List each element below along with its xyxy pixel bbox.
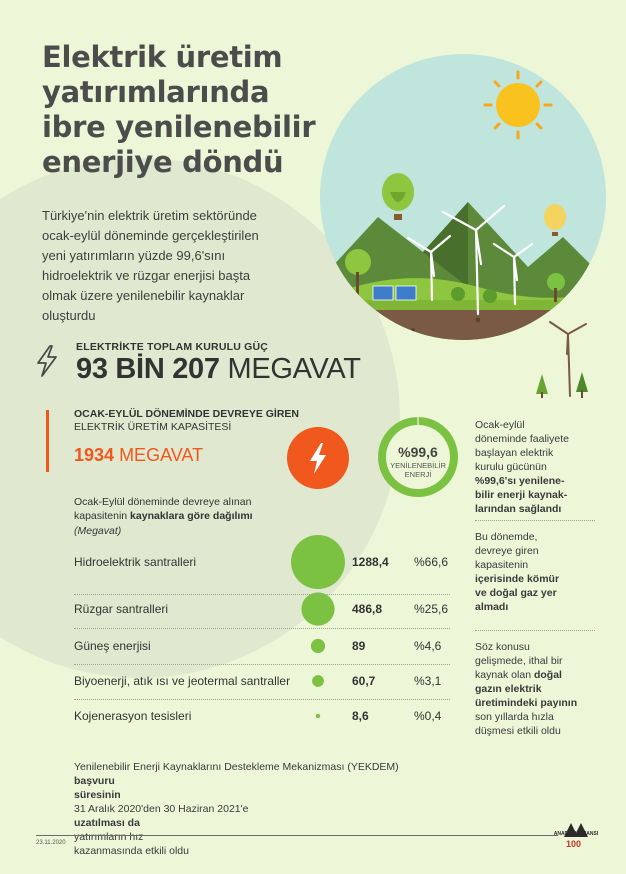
side-note-bold: doğal (533, 669, 562, 681)
title-line: ibre yenilenebilir (42, 110, 316, 144)
period-capacity-number: 1934 (74, 445, 115, 465)
renewable-label-line: YENİLENEBİLİR (390, 461, 446, 470)
category-label: Hidroelektrik santralleri (74, 555, 197, 569)
side-note-line: kapasitenin (475, 559, 529, 571)
side-note-line: kurulu gücünün (475, 461, 547, 473)
side-note-line: bilir enerji kaynak- (475, 489, 568, 501)
category-label: Güneş enerjisi (74, 639, 151, 653)
side-note-line: gelişmede, ithal bir (475, 655, 563, 667)
value-label: 89 (352, 639, 366, 653)
side-note (475, 640, 600, 738)
category-label: Kojenerasyon tesisleri (74, 709, 192, 723)
bubble-mark (301, 592, 334, 625)
distribution-unit: (Megavat) (74, 525, 122, 537)
value-label: 486,8 (352, 602, 383, 616)
row-divider (74, 594, 450, 595)
side-note-line: Bu dönemde, (475, 531, 538, 543)
bubble-mark (316, 714, 320, 718)
title-line: Elektrik üretim (42, 40, 283, 74)
row-divider (74, 664, 450, 665)
intro-line: yeni yatırımların yüzde 99,6'sını (42, 248, 226, 263)
period-capacity-unit: MEGAVAT (119, 445, 204, 465)
footer-text: yatırımların hız (74, 831, 144, 843)
renewable-share-value: %99,6 (398, 444, 438, 460)
row-divider (74, 699, 450, 700)
bubble-mark (311, 639, 325, 653)
intro-line: ocak-eylül döneminde gerçekleştirilen (42, 228, 259, 243)
wind-turbine-icon (530, 312, 600, 402)
bubble-mark (291, 535, 345, 589)
distribution-intro-line2: kapasitenin (74, 510, 131, 522)
side-note-line: içerisinde kömür (475, 573, 560, 585)
side-note-divider (475, 630, 595, 631)
intro-line: oluşturdu (42, 308, 96, 323)
side-note-line: ve doğal gaz yer (475, 587, 557, 599)
side-note-line: son yıllarda hızla (475, 711, 554, 723)
title-line: yatırımlarında (42, 75, 270, 109)
value-label: 8,6 (352, 709, 369, 723)
total-capacity-unit: MEGAVAT (227, 353, 361, 385)
side-note-divider (475, 520, 595, 521)
bottom-divider (36, 835, 558, 836)
intro-line: Türkiye'nin elektrik üretim sektöründe (42, 208, 257, 223)
side-note-line: larından sağlandı (475, 503, 562, 515)
category-label: Rüzgar santralleri (74, 602, 169, 616)
footer-note (74, 760, 474, 858)
period-label-bold: OCAK-EYLÜL DÖNEMİNDE DEVREYE GİREN (74, 408, 299, 420)
agency-logo-year: 100 (566, 839, 582, 849)
side-note-line: gazın elektrik (475, 683, 542, 695)
agency-logo-text: ANADOLU AJANSI (553, 831, 599, 837)
share-label: %4,6 (414, 639, 442, 653)
distribution-intro-line1: Ocak-Eylül döneminde devreye alınan (74, 496, 252, 508)
side-note-line: başlayan elektrik (475, 447, 554, 459)
value-label: 1288,4 (352, 555, 389, 569)
period-label-regular: ELEKTRİK ÜRETİM KAPASİTESİ (74, 421, 232, 433)
footer-bold: süresinin (74, 789, 121, 801)
share-label: %25,6 (414, 602, 449, 616)
distribution-intro-bold: kaynaklara göre dağılımı (130, 510, 253, 522)
footer-bold: uzatılması da (74, 817, 140, 829)
side-note-line: Ocak-eylül (475, 419, 525, 431)
side-note (475, 530, 600, 614)
row-divider (74, 628, 450, 629)
value-label: 60,7 (352, 674, 376, 688)
side-note-line: kaynak olan doğal (475, 669, 562, 681)
category-label: Biyoenerji, atık ısı ve jeotermal santraller (74, 674, 291, 688)
bubble-mark (312, 675, 324, 687)
title-line: enerjiye döndü (42, 145, 284, 179)
footer-bold: başvuru (74, 775, 115, 787)
side-note-line: almadı (475, 601, 509, 613)
footer-line (74, 760, 474, 788)
intro-line: olmak üzere yenilenebilir kaynaklar (42, 288, 245, 303)
share-label: %3,1 (414, 674, 442, 688)
total-capacity-label: ELEKTRİKTE TOPLAM KURULU GÜÇ (76, 341, 269, 353)
footer-text: Yenilenebilir Enerji Kaynaklarını Destekleme Mekanizması (YEKDEM) (74, 761, 399, 773)
share-label: %66,6 (414, 555, 449, 569)
side-note-line: devreye giren (475, 545, 539, 557)
side-note-line: döneminde faaliyete (475, 433, 569, 445)
intro-line: hidroelektrik ve rüzgar enerjisi başta (42, 268, 251, 283)
publish-date: 23.11.2020 (36, 840, 66, 846)
side-note-line: %99,6'sı yenilene- (475, 475, 565, 487)
side-note (475, 418, 600, 516)
share-label: %0,4 (414, 709, 442, 723)
agency-logo-icon (556, 817, 596, 857)
footer-line: kazanmasında etkili oldu (74, 845, 189, 857)
renewable-label-line: ENERJİ (404, 470, 432, 479)
side-note-line: üretimindeki payının (475, 697, 578, 709)
footer-text: 31 Aralık 2020'den 30 Haziran 2021'e (74, 803, 249, 815)
side-note-line: Söz konusu (475, 641, 530, 653)
total-capacity-number: 93 BİN 207 (76, 353, 220, 385)
side-note-line: düşmesi etkili oldu (475, 725, 561, 737)
